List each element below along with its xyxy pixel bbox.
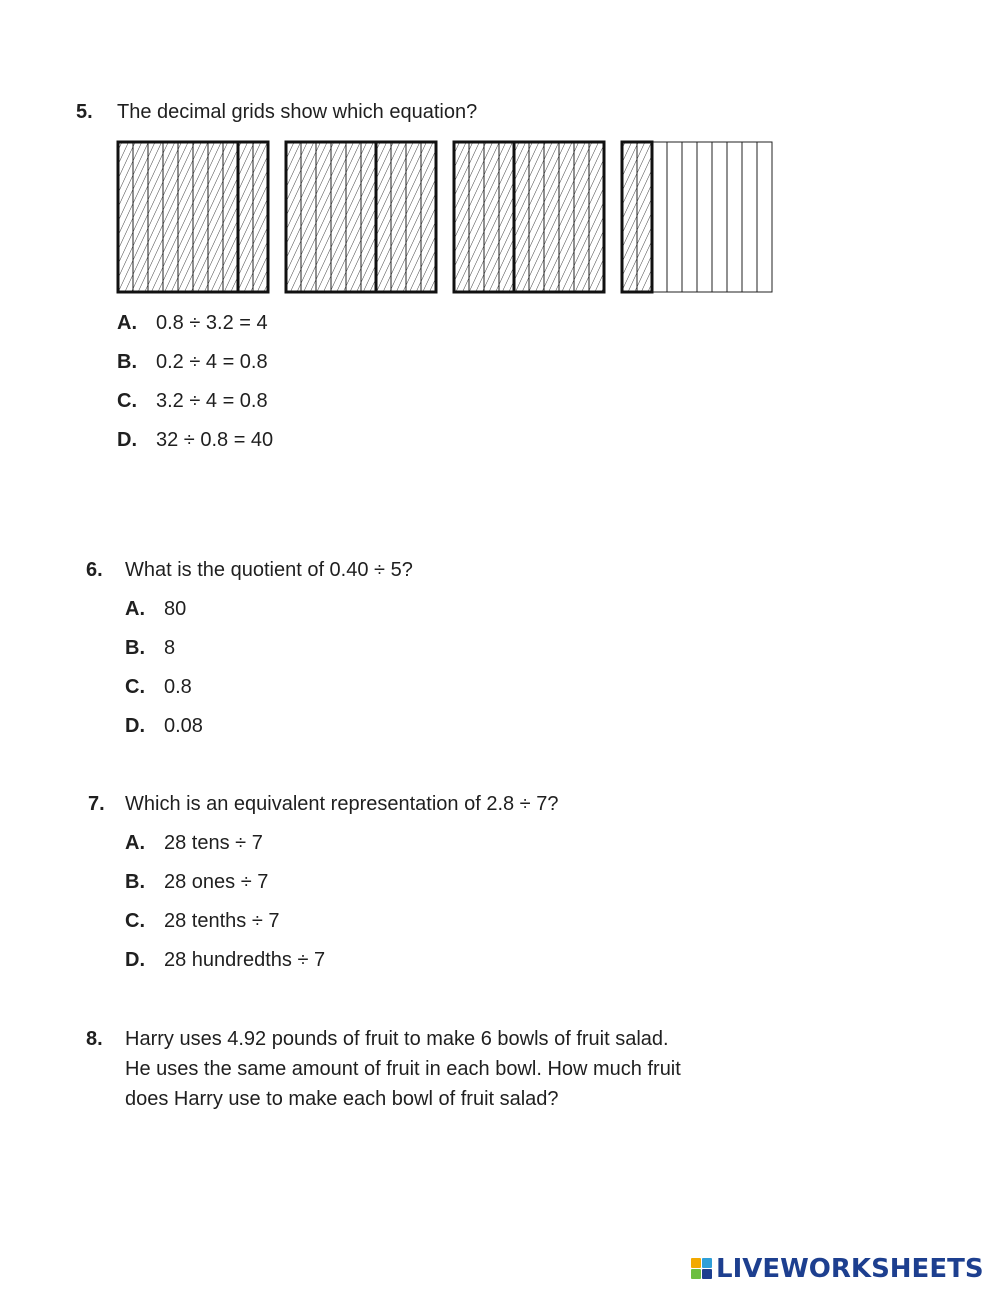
shaded-tenth [406, 142, 421, 292]
shaded-tenth [514, 142, 529, 292]
option-text: 0.08 [164, 715, 203, 737]
option-letter: A. [125, 598, 145, 620]
unshaded-tenth [697, 142, 712, 292]
option-d[interactable] [117, 428, 273, 467]
option-letter: D. [125, 949, 145, 971]
option-text: 28 tenths ÷ 7 [164, 910, 280, 932]
question-5 [76, 100, 477, 124]
badge-square [702, 1269, 712, 1279]
shaded-tenth [376, 142, 391, 292]
shaded-tenth [286, 142, 301, 292]
decimal-grid [454, 142, 604, 292]
decimal-grid [622, 142, 772, 292]
logo-text: LIVEWORKSHEETS [716, 1254, 984, 1284]
option-text: 3.2 ÷ 4 = 0.8 [156, 390, 268, 412]
option-text: 8 [164, 637, 176, 659]
badge-square [702, 1258, 712, 1268]
question-7-options [125, 831, 325, 987]
option-letter: B. [117, 351, 137, 373]
question-line: does Harry use to make each bowl of fruit salad? [125, 1088, 559, 1110]
badge-square [691, 1269, 701, 1279]
option-letter: C. [125, 910, 145, 932]
shaded-tenth [391, 142, 406, 292]
unshaded-tenth [727, 142, 742, 292]
unshaded-tenth [742, 142, 757, 292]
question-line: Harry uses 4.92 pounds of fruit to make 6 bowls of fruit salad. [125, 1028, 669, 1050]
question-text: Which is an equivalent representation of 2.8 ÷ 7? [125, 793, 559, 815]
option-text: 0.8 [164, 676, 192, 698]
shaded-tenth [421, 142, 436, 292]
shaded-tenth [559, 142, 574, 292]
shaded-tenth [331, 142, 346, 292]
shaded-tenth [484, 142, 499, 292]
option-letter: D. [125, 715, 145, 737]
question-line: He uses the same amount of fruit in each bowl. How much fruit [125, 1058, 681, 1080]
decimal-grids [116, 140, 776, 296]
shaded-tenth [346, 142, 361, 292]
shaded-tenth [238, 142, 253, 292]
question-number: 8. [86, 1028, 103, 1050]
decimal-grid [118, 142, 268, 292]
badge-square [691, 1258, 701, 1268]
shaded-tenth [301, 142, 316, 292]
shaded-tenth [163, 142, 178, 292]
unshaded-tenth [652, 142, 667, 292]
shaded-tenth [574, 142, 589, 292]
shaded-tenth [253, 142, 268, 292]
question-text: The decimal grids show which equation? [117, 101, 478, 123]
shaded-tenth [544, 142, 559, 292]
option-text: 28 ones ÷ 7 [164, 871, 269, 893]
option-c[interactable] [117, 389, 273, 428]
option-c[interactable] [125, 675, 203, 714]
question-number: 5. [76, 101, 93, 123]
question-6-options [125, 597, 203, 753]
question-7 [88, 792, 558, 816]
option-text: 0.8 ÷ 3.2 = 4 [156, 312, 268, 334]
option-letter: B. [125, 637, 145, 659]
option-letter: D. [117, 429, 137, 451]
option-b[interactable] [125, 870, 325, 909]
question-text [125, 1024, 681, 1114]
option-text: 80 [164, 598, 187, 620]
shaded-tenth [133, 142, 148, 292]
shaded-tenth [193, 142, 208, 292]
option-b[interactable] [125, 636, 203, 675]
option-text: 28 hundredths ÷ 7 [164, 949, 326, 971]
question-6 [86, 558, 413, 582]
option-d[interactable] [125, 714, 203, 753]
option-letter: A. [117, 312, 137, 334]
option-c[interactable] [125, 909, 325, 948]
shaded-tenth [178, 142, 193, 292]
liveworksheets-logo [690, 1254, 984, 1284]
shaded-tenth [208, 142, 223, 292]
option-letter: B. [125, 871, 145, 893]
logo-badge-icon [690, 1256, 714, 1282]
option-a[interactable] [125, 597, 203, 636]
shaded-tenth [223, 142, 238, 292]
unshaded-tenth [757, 142, 772, 292]
option-a[interactable] [125, 831, 325, 870]
question-number: 7. [88, 793, 105, 815]
shaded-tenth [589, 142, 604, 292]
decimal-grid [286, 142, 436, 292]
option-text: 32 ÷ 0.8 = 40 [156, 429, 274, 451]
shaded-tenth [118, 142, 133, 292]
question-8 [86, 1024, 681, 1114]
option-letter: C. [125, 676, 145, 698]
option-letter: A. [125, 832, 145, 854]
shaded-tenth [148, 142, 163, 292]
shaded-tenth [316, 142, 331, 292]
question-text: What is the quotient of 0.40 ÷ 5? [125, 559, 413, 581]
shaded-tenth [529, 142, 544, 292]
unshaded-tenth [682, 142, 697, 292]
shaded-tenth [469, 142, 484, 292]
option-a[interactable] [117, 311, 273, 350]
unshaded-tenth [667, 142, 682, 292]
shaded-tenth [499, 142, 514, 292]
question-5-options [117, 311, 273, 467]
question-number: 6. [86, 559, 103, 581]
option-text: 0.2 ÷ 4 = 0.8 [156, 351, 268, 373]
option-d[interactable] [125, 948, 325, 987]
shaded-tenth [454, 142, 469, 292]
option-letter: C. [117, 390, 137, 412]
unshaded-tenth [712, 142, 727, 292]
shaded-tenth [637, 142, 652, 292]
shaded-tenth [361, 142, 376, 292]
shaded-tenth [622, 142, 637, 292]
option-text: 28 tens ÷ 7 [164, 832, 263, 854]
option-b[interactable] [117, 350, 273, 389]
